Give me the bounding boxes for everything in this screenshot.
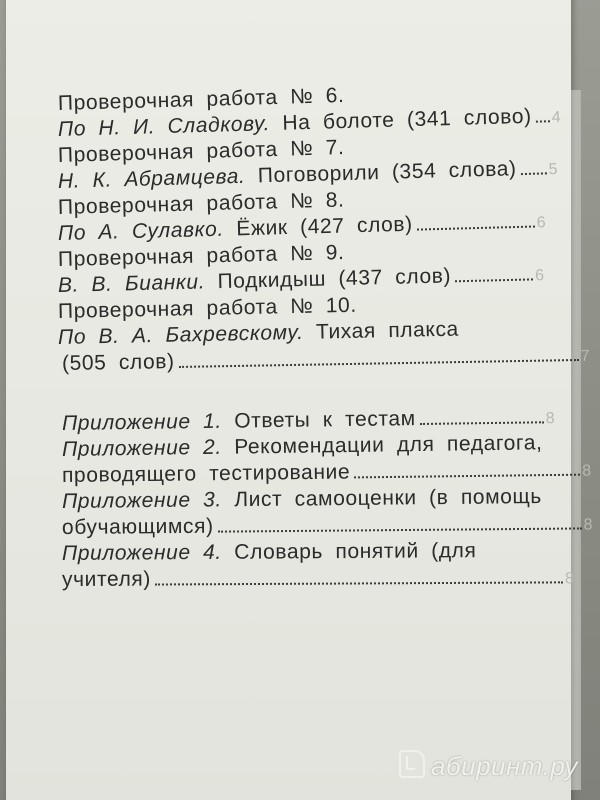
entry-title: Подкидыш (437 слов) [217,264,452,294]
appendix-title: обучающимся) [61,514,214,539]
appendix-entry [62,458,592,488]
entry-author: По А. Сулавко. [57,217,225,245]
leader-dots [354,470,580,479]
page-number: 8 [583,516,594,534]
appendix-entry [62,431,543,462]
entry-author: По Н. И. Сладкову. [57,112,271,141]
entry-title: Ёжик (427 слов) [235,212,414,241]
appendix-label: Приложение 2. [61,435,222,461]
appendix-entry [62,485,542,514]
entry-title: Поговорили (354 слова) [257,157,517,188]
page-number: 8 [582,462,592,480]
entry-text: Проверочная работа № 8. [57,188,345,219]
entry-title: На болоте (341 слово) [282,104,532,135]
page-number: 6 [534,267,545,285]
watermark [399,750,578,782]
appendix-title: Ответы к тестам [234,407,416,433]
leader-dots [455,274,533,282]
entry-author: Н. К. Абрамцева. [57,164,246,193]
appendix-label: Приложение 1. [61,409,222,435]
entry-author: По В. А. Бахревскому. [57,320,304,349]
appendix-entry [62,565,575,592]
entry-author: В. В. Бианки. [57,270,206,297]
entry-text: Проверочная работа № 7. [57,136,345,167]
entry-text: Проверочная работа № 6. [57,84,345,115]
appendix-entry [62,539,477,566]
appendix-title: Словарь понятий (для [234,539,477,564]
appendix-title: проводящего тестирование [61,460,351,487]
appendix-label: Приложение 3. [61,488,222,513]
leader-dots [420,417,544,425]
entry-text: Проверочная работа № 10. [57,293,357,323]
leader-dots [521,168,547,175]
page-number: 7 [580,347,591,365]
labirint-logo-icon [399,750,425,778]
page-number: 4 [551,108,562,127]
entry-text: Проверочная работа № 9. [57,241,345,271]
entry-title: Тихая плакса [315,317,460,344]
appendix-entry [62,511,593,540]
appendix-title: Лист самооценки (в помощь [234,484,542,512]
page-number: 8 [564,570,575,588]
toc-entry-heading [58,294,357,324]
appendix-title: Рекомендации для педагога, [234,431,543,459]
leader-dots [218,523,582,532]
page-number: 5 [548,161,559,179]
leader-dots [179,355,579,368]
leader-dots [536,116,550,122]
appendix-label: Приложение 4. [61,540,222,565]
page-number: 8 [545,410,556,428]
watermark-text: абиринт.ру [431,751,578,781]
page-number: 6 [536,214,547,232]
leader-dots [417,222,535,231]
entry-title: (505 слов) [61,350,175,375]
appendix-title: учителя) [61,567,152,591]
leader-dots [155,577,563,585]
